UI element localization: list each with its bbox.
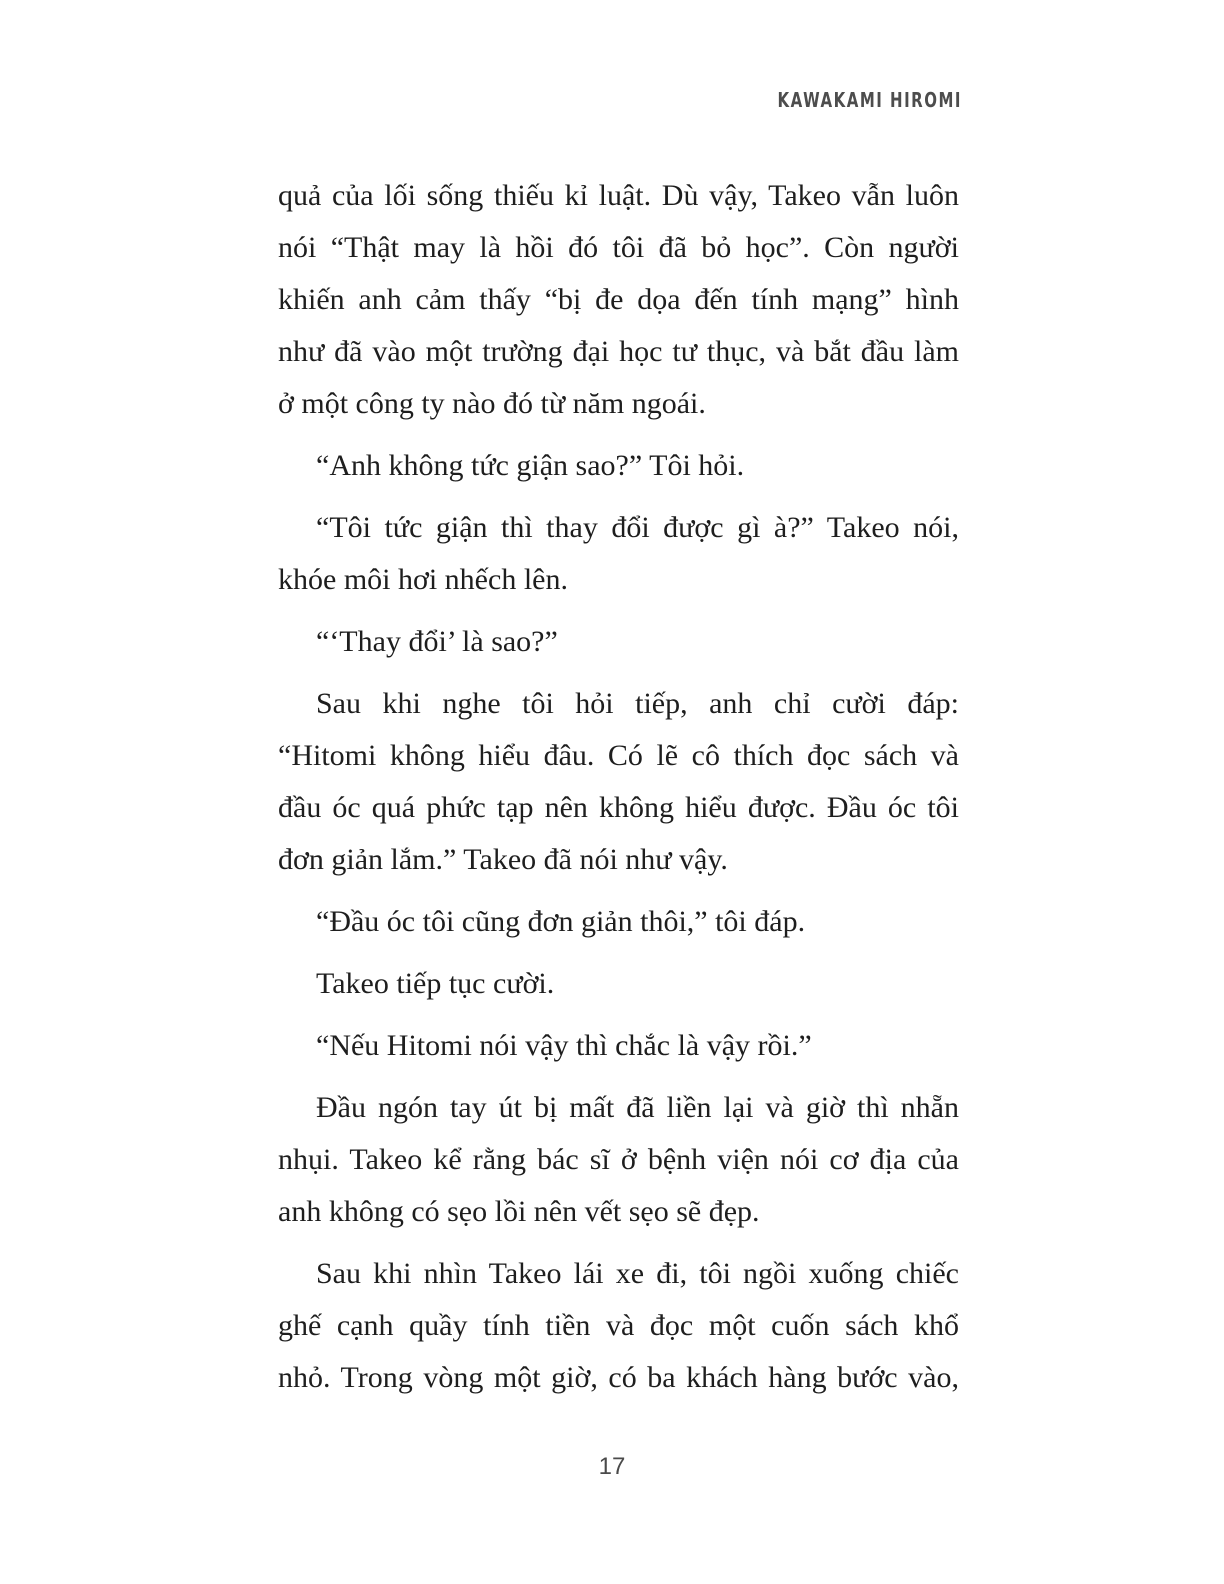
text-line: Sau khi nhìn Takeo lái xe đi, tôi ngồi xuống chiếc	[316, 1257, 959, 1290]
body-text	[278, 170, 959, 1414]
paragraph	[278, 440, 959, 492]
text-line: khóe môi hơi nhếch lên.	[278, 563, 568, 596]
text-line: Đầu ngón tay út bị mất đã liền lại và giờ thì nhẵn	[316, 1091, 959, 1124]
text-line: Takeo tiếp tục cười.	[316, 967, 555, 1000]
paragraph	[278, 170, 959, 430]
text-line: ghế cạnh quầy tính tiền và đọc một cuốn sách khổ	[278, 1309, 959, 1342]
text-line: ở một công ty nào đó từ năm ngoái.	[278, 387, 706, 420]
text-line: đơn giản lắm.” Takeo đã nói như vậy.	[278, 843, 728, 876]
paragraph	[278, 896, 959, 948]
text-line: khiến anh cảm thấy “bị đe dọa đến tính mạng” hình	[278, 283, 959, 316]
text-line: nhỏ. Trong vòng một giờ, có ba khách hàng bước vào,	[278, 1361, 959, 1394]
paragraph	[278, 1082, 959, 1238]
paragraph	[278, 1020, 959, 1072]
text-line: “Hitomi không hiểu đâu. Có lẽ cô thích đọc sách và	[278, 739, 959, 772]
running-head-author: KAWAKAMI HIROMI	[777, 88, 962, 113]
text-line: đầu óc quá phức tạp nên không hiểu được. Đầu óc tôi	[278, 791, 959, 824]
text-line: “Đầu óc tôi cũng đơn giản thôi,” tôi đáp.	[316, 905, 806, 938]
text-line: quả của lối sống thiếu kỉ luật. Dù vậy, Takeo vẫn luôn	[278, 179, 959, 212]
text-line: “Tôi tức giận thì thay đổi được gì à?” Takeo nói,	[316, 511, 959, 544]
text-line: như đã vào một trường đại học tư thục, và bắt đầu làm	[278, 335, 959, 368]
text-line: nói “Thật may là hồi đó tôi đã bỏ học”. Còn người	[278, 231, 959, 264]
paragraph	[278, 502, 959, 606]
text-line: nhụi. Takeo kể rằng bác sĩ ở bệnh viện nói cơ địa của	[278, 1143, 959, 1176]
text-line: “‘Thay đổi’ là sao?”	[316, 625, 558, 658]
text-line: “Nếu Hitomi nói vậy thì chắc là vậy rồi.”	[316, 1029, 812, 1062]
paragraph	[278, 1248, 959, 1404]
paragraph	[278, 616, 959, 668]
text-line: “Anh không tức giận sao?” Tôi hỏi.	[316, 449, 745, 482]
paragraph	[278, 678, 959, 886]
page-number: 17	[598, 1453, 626, 1480]
paragraph	[278, 958, 959, 1010]
text-line: Sau khi nghe tôi hỏi tiếp, anh chỉ cười đáp:	[316, 687, 959, 720]
text-line: anh không có sẹo lồi nên vết sẹo sẽ đẹp.	[278, 1195, 760, 1228]
